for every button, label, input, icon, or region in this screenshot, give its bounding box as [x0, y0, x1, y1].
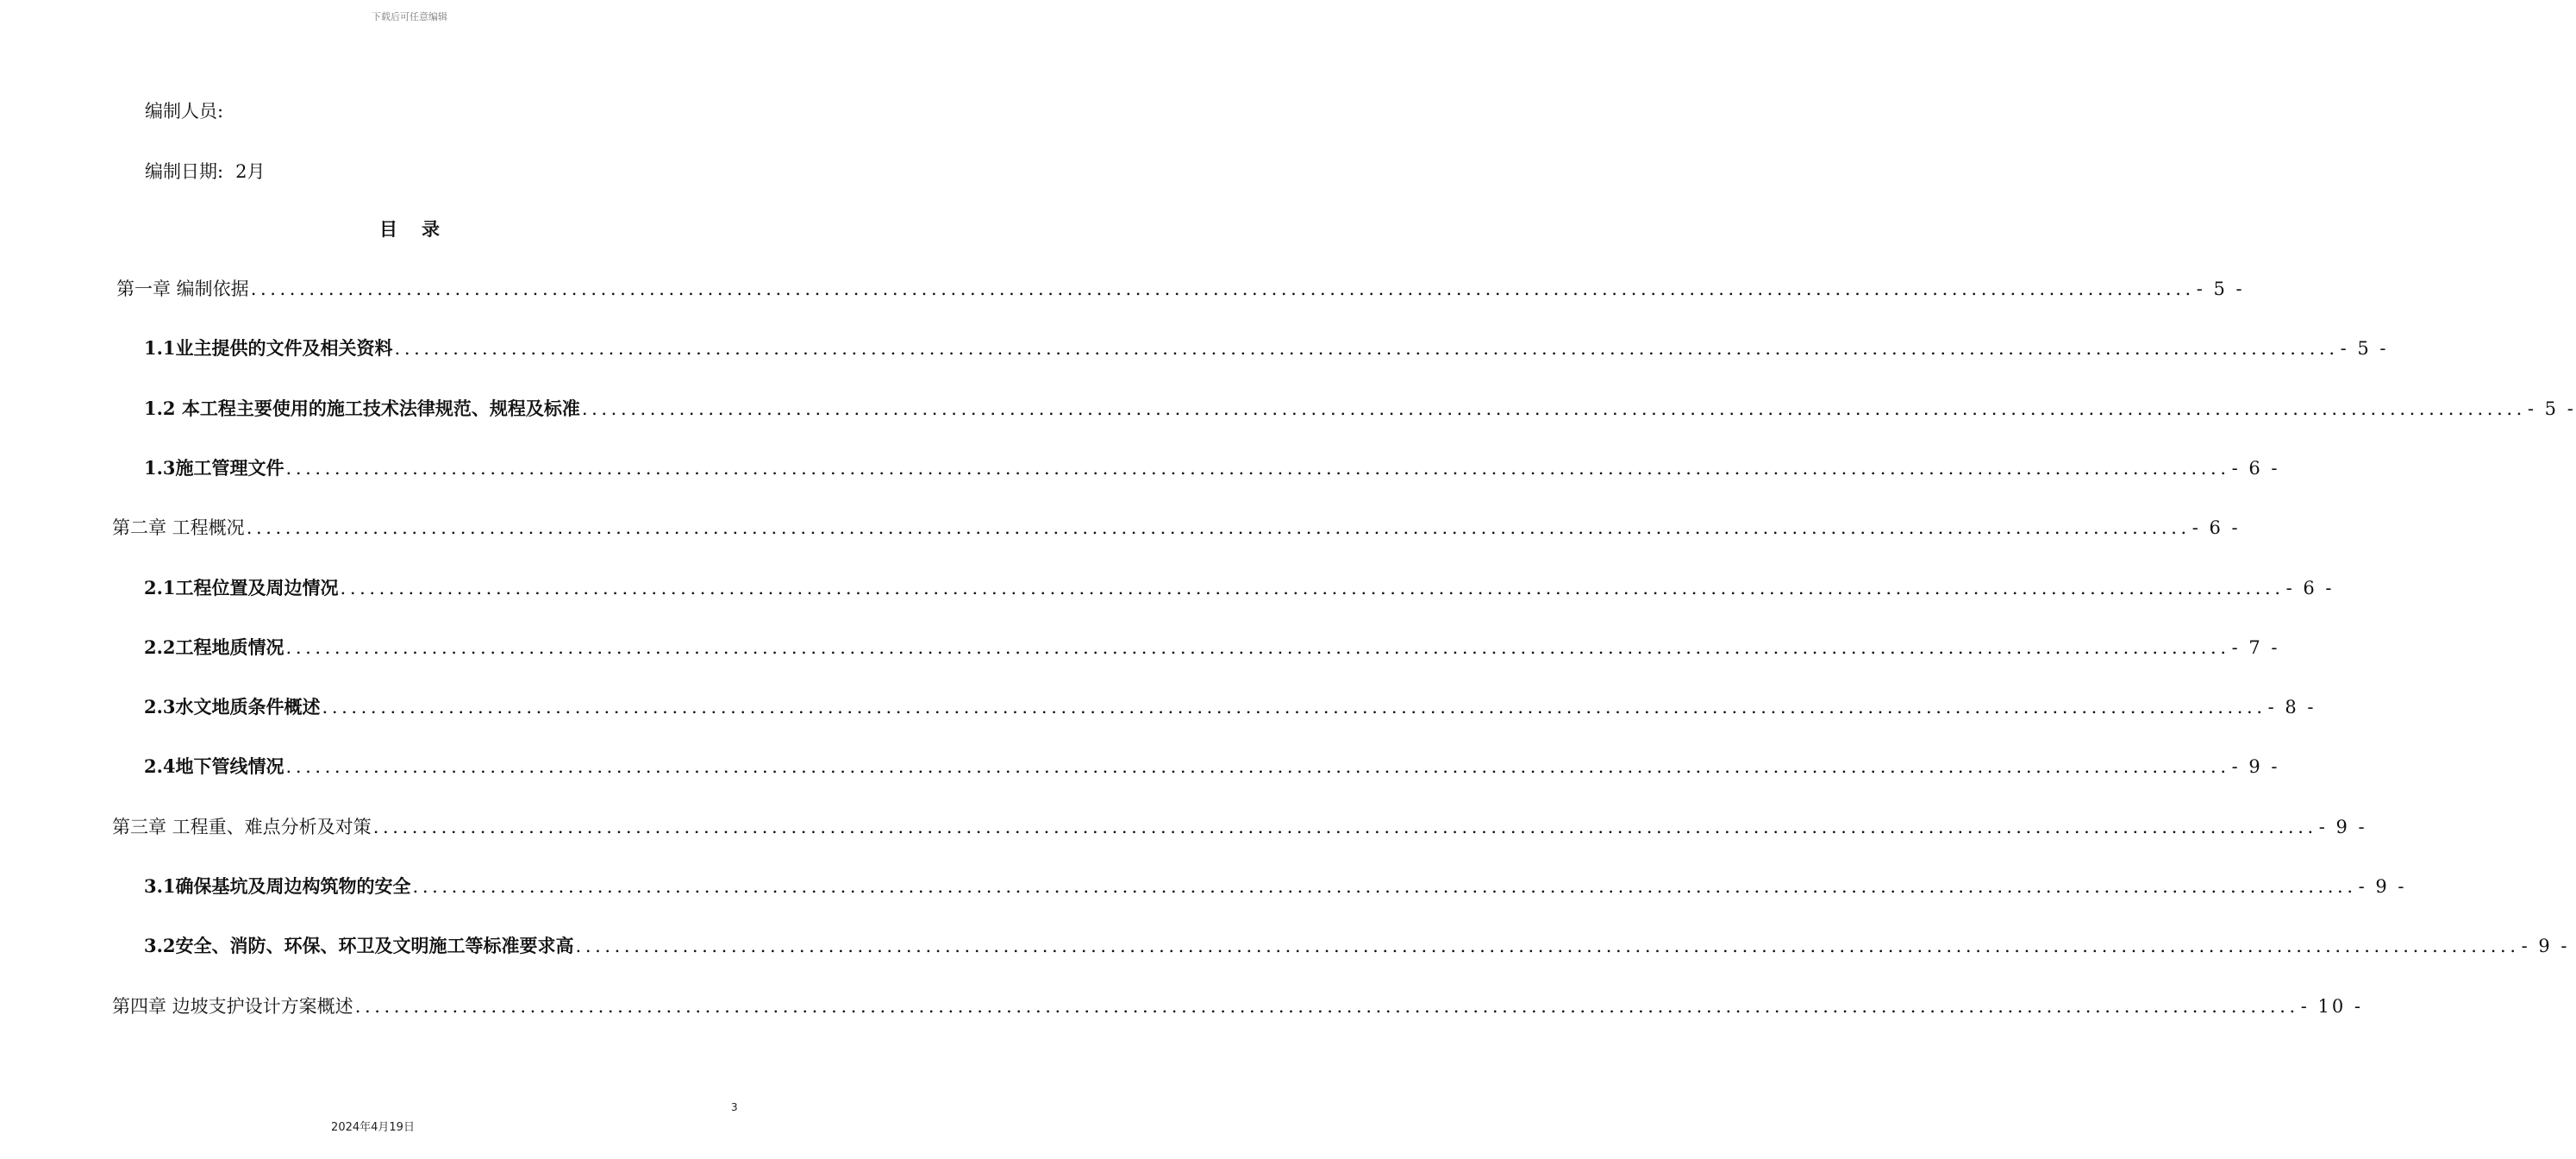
toc-entry-label: 3.1确保基坑及周边构筑物的安全 — [144, 875, 411, 897]
toc-entry-page: - 5 - — [2340, 338, 2389, 359]
toc-entry-page: - 8 - — [2267, 697, 2317, 717]
toc-entry[interactable] — [112, 514, 2241, 540]
toc-dot-leader: ........................................................................................................................................................................................................ — [285, 458, 2230, 479]
toc-dot-leader: ........................................................................................................................................................................................................ — [412, 876, 2357, 897]
toc-entry-label: 1.3施工管理文件 — [144, 457, 284, 479]
date-line — [145, 158, 265, 184]
toc-entry-page: - 6 - — [2285, 578, 2335, 598]
toc-dot-leader: ........................................................................................................................................................................................................ — [246, 517, 2191, 538]
toc-entry-page: - 7 - — [2231, 637, 2280, 658]
toc-dot-leader: ........................................................................................................................................................................................................ — [581, 398, 2526, 419]
toc-dot-leader: ........................................................................................................................................................................................................ — [354, 996, 2299, 1017]
date-label: 编制日期: — [145, 161, 224, 182]
toc-entry[interactable] — [144, 335, 2389, 360]
date-value: 2月 — [235, 161, 266, 182]
toc-entry[interactable] — [144, 753, 2280, 779]
header-note: 下载后可任意编辑 — [372, 11, 447, 22]
compiler-line — [145, 97, 223, 123]
toc-entry[interactable] — [112, 993, 2364, 1018]
toc-entry[interactable] — [144, 693, 2317, 719]
toc-entry-page: - 9 - — [2318, 817, 2367, 837]
toc-entry-label: 3.2安全、消防、环保、环卫及文明施工等标准要求高 — [144, 935, 574, 956]
toc-entry[interactable] — [144, 574, 2335, 600]
toc-dot-leader: ........................................................................................................................................................................................................ — [394, 338, 2339, 359]
toc-entry-label: 2.1工程位置及周边情况 — [144, 577, 339, 598]
toc-entry-label: 第一章 编制依据 — [116, 279, 249, 299]
toc-title: 目录 — [379, 218, 464, 240]
toc-entry-label: 2.3水文地质条件概述 — [144, 696, 321, 717]
compiler-label: 编制人员: — [145, 101, 224, 122]
toc-dot-leader: ........................................................................................................................................................................................................ — [575, 936, 2520, 956]
toc-entry-label: 2.4地下管线情况 — [144, 755, 284, 777]
toc-entry-page: - 9 - — [2231, 756, 2280, 777]
toc-entry[interactable] — [116, 275, 2245, 301]
toc-entry[interactable] — [144, 634, 2280, 660]
toc-entry-label: 第二章 工程概况 — [112, 517, 245, 538]
toc-entry[interactable] — [144, 395, 2576, 421]
toc-entry-label: 第四章 边坡支护设计方案概述 — [112, 996, 353, 1017]
toc-entry-page: - 6 - — [2191, 517, 2241, 538]
toc-entry-label: 2.2工程地质情况 — [144, 636, 284, 658]
toc-entry-label: 1.2 本工程主要使用的施工技术法律规范、规程及标准 — [144, 398, 580, 419]
toc-entry-page: - 5 - — [2527, 398, 2576, 419]
toc-entry-page: - 5 - — [2196, 279, 2245, 299]
toc-dot-leader: ........................................................................................................................................................................................................ — [322, 697, 2267, 717]
toc-entry[interactable] — [144, 932, 2570, 958]
toc-entry-page: - 9 - — [2358, 876, 2407, 897]
toc-dot-leader: ........................................................................................................................................................................................................ — [250, 279, 2195, 299]
toc-dot-leader: ........................................................................................................................................................................................................ — [372, 817, 2317, 837]
toc-entry[interactable] — [112, 813, 2367, 839]
toc-dot-leader: ........................................................................................................................................................................................................ — [340, 578, 2285, 598]
toc-entry-page: - 10 - — [2300, 996, 2364, 1017]
toc-entry[interactable] — [144, 454, 2280, 480]
toc-entry-label: 第三章 工程重、难点分析及对策 — [112, 817, 372, 837]
toc-entry-page: - 6 - — [2231, 458, 2280, 479]
toc-entry[interactable] — [144, 873, 2407, 899]
toc-entry-label: 1.1业主提供的文件及相关资料 — [144, 337, 393, 359]
footer-date: 2024年4月19日 — [331, 1121, 415, 1134]
toc-entry-page: - 9 - — [2521, 936, 2570, 956]
toc-dot-leader: ........................................................................................................................................................................................................ — [285, 637, 2230, 658]
toc-dot-leader: ........................................................................................................................................................................................................ — [285, 756, 2230, 777]
page-number: 3 — [731, 1101, 738, 1113]
